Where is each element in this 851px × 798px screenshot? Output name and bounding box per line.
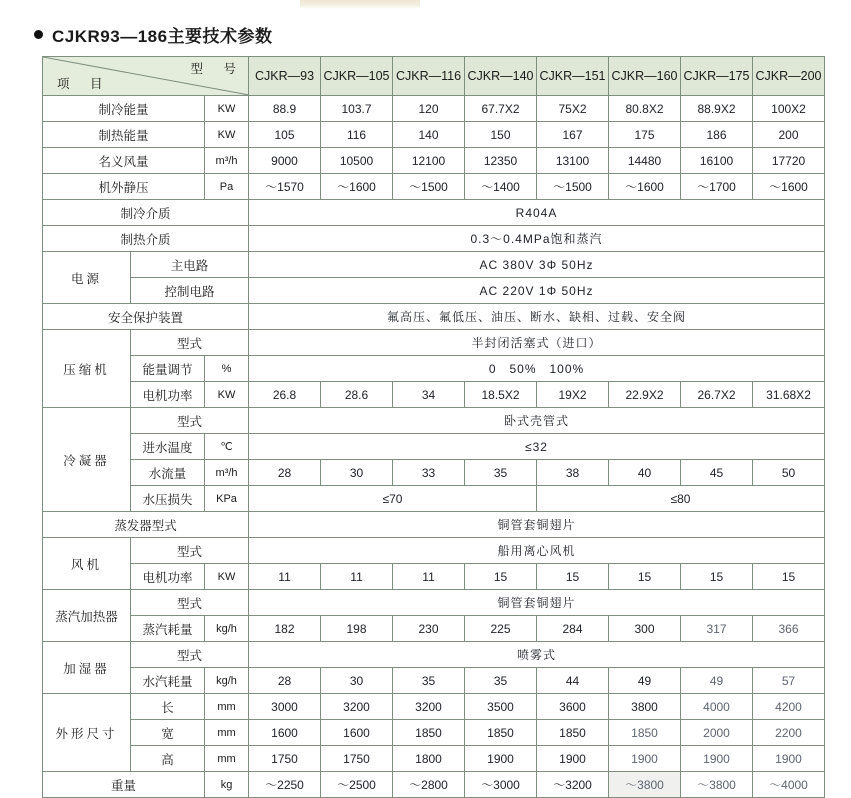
page-title-text: CJKR93—186主要技术参数 [52, 27, 273, 46]
cell: 15 [753, 564, 825, 590]
cell: 11 [249, 564, 321, 590]
cell: 12100 [393, 148, 465, 174]
cell-span: 船用离心风机 [249, 538, 825, 564]
cell-span: 0 50% 100% [249, 356, 825, 382]
table-row [43, 772, 825, 798]
cell: 88.9X2 [681, 96, 753, 122]
cell: 150 [465, 122, 537, 148]
group-label-condenser: 冷凝器 [43, 408, 131, 512]
table-row [43, 720, 825, 746]
cell: 11 [393, 564, 465, 590]
cell: 75X2 [537, 96, 609, 122]
row-label-width: 宽 [131, 720, 205, 746]
cell: 186 [681, 122, 753, 148]
row-unit-water-vapor-consumption: kg/h [205, 668, 249, 694]
table-row [43, 538, 825, 564]
cell: 49 [609, 668, 681, 694]
cell: 120 [393, 96, 465, 122]
group-label-fan: 风机 [43, 538, 131, 590]
row-unit-compressor-motor-power: KW [205, 382, 249, 408]
cell: 1750 [321, 746, 393, 772]
row-label-evaporator-type: 蒸发器型式 [43, 512, 249, 538]
cell: 17720 [753, 148, 825, 174]
group-label-steam-heater: 蒸汽加热器 [43, 590, 131, 642]
model-header-3: CJKR—116 [393, 57, 465, 96]
page-title [34, 22, 273, 47]
cell-span: ≤32 [249, 434, 825, 460]
cell: 15 [465, 564, 537, 590]
table-row [43, 96, 825, 122]
cell: 57 [753, 668, 825, 694]
cell: 30 [321, 668, 393, 694]
cell: 49 [681, 668, 753, 694]
cell: ～3200 [537, 772, 609, 798]
row-label-water-pressure-loss: 水压损失 [131, 486, 205, 512]
cell: 3800 [609, 694, 681, 720]
cell: 50 [753, 460, 825, 486]
row-label-condenser-type: 型式 [131, 408, 249, 434]
cell: 28 [249, 460, 321, 486]
spec-table [42, 56, 825, 798]
table-row [43, 746, 825, 772]
cell: 15 [537, 564, 609, 590]
cell-span: 卧式壳管式 [249, 408, 825, 434]
row-unit-cooling-capacity: KW [205, 96, 249, 122]
cell: 1900 [537, 746, 609, 772]
table-row [43, 200, 825, 226]
row-label-safety-devices: 安全保护装置 [43, 304, 249, 330]
cell: 40 [609, 460, 681, 486]
cell: 35 [465, 668, 537, 694]
cell: 1900 [465, 746, 537, 772]
group-label-humidifier: 加湿器 [43, 642, 131, 694]
cell: 10500 [321, 148, 393, 174]
table-header-row [43, 57, 825, 96]
cell: ～3800 [681, 772, 753, 798]
model-header-4: CJKR—140 [465, 57, 537, 96]
cell: ～1600 [609, 174, 681, 200]
cell: 300 [609, 616, 681, 642]
row-label-compressor-type: 型式 [131, 330, 249, 356]
cell: 1850 [465, 720, 537, 746]
cell: 200 [753, 122, 825, 148]
row-unit-weight: kg [205, 772, 249, 798]
table-row [43, 694, 825, 720]
page-top-smudge [300, 0, 420, 9]
row-label-heating-capacity: 制热能量 [43, 122, 205, 148]
table-row [43, 434, 825, 460]
cell: 366 [753, 616, 825, 642]
row-unit-nominal-airflow: m³/h [205, 148, 249, 174]
row-label-capacity-control: 能量调节 [131, 356, 205, 382]
cell: 30 [321, 460, 393, 486]
model-header-6: CJKR—160 [609, 57, 681, 96]
row-label-heating-medium: 制热介质 [43, 226, 249, 252]
row-label-length: 长 [131, 694, 205, 720]
cell: ～2500 [321, 772, 393, 798]
cell: 13100 [537, 148, 609, 174]
cell: 105 [249, 122, 321, 148]
cell: 16100 [681, 148, 753, 174]
row-label-control-circuit: 控制电路 [131, 278, 249, 304]
cell: 67.7X2 [465, 96, 537, 122]
table-row [43, 668, 825, 694]
cell: 3200 [321, 694, 393, 720]
cell: 44 [537, 668, 609, 694]
cell-span: 铜管套铜翅片 [249, 512, 825, 538]
row-label-height: 高 [131, 746, 205, 772]
table-row [43, 512, 825, 538]
cell: 26.7X2 [681, 382, 753, 408]
row-label-steam-heater-type: 型式 [131, 590, 249, 616]
cell: 4000 [681, 694, 753, 720]
row-label-main-circuit: 主电路 [131, 252, 249, 278]
cell: 230 [393, 616, 465, 642]
table-row [43, 642, 825, 668]
cell-span: AC 220V 1Φ 50Hz [249, 278, 825, 304]
cell: 33 [393, 460, 465, 486]
row-label-inlet-water-temp: 进水温度 [131, 434, 205, 460]
table-row [43, 408, 825, 434]
cell: 1850 [393, 720, 465, 746]
row-label-nominal-airflow: 名义风量 [43, 148, 205, 174]
corner-col-label: 型 号 [190, 62, 241, 76]
cell-span-right: ≤80 [537, 486, 825, 512]
cell: 19X2 [537, 382, 609, 408]
row-label-cooling-capacity: 制冷能量 [43, 96, 205, 122]
table-row [43, 252, 825, 278]
cell: 1900 [609, 746, 681, 772]
cell-span: 喷雾式 [249, 642, 825, 668]
cell: ～1600 [753, 174, 825, 200]
cell: 28.6 [321, 382, 393, 408]
row-label-external-static-pressure: 机外静压 [43, 174, 205, 200]
cell: 2000 [681, 720, 753, 746]
bullet-dot-icon [34, 30, 43, 39]
cell: 34 [393, 382, 465, 408]
cell-span-left: ≤70 [249, 486, 537, 512]
cell: 35 [393, 668, 465, 694]
row-label-water-vapor-consumption: 水汽耗量 [131, 668, 205, 694]
model-header-8: CJKR—200 [753, 57, 825, 96]
row-unit-heating-capacity: KW [205, 122, 249, 148]
cell: ～1500 [537, 174, 609, 200]
cell: 38 [537, 460, 609, 486]
cell: 198 [321, 616, 393, 642]
table-row [43, 174, 825, 200]
cell: 175 [609, 122, 681, 148]
cell: 1750 [249, 746, 321, 772]
cell: 3200 [393, 694, 465, 720]
row-label-weight: 重量 [43, 772, 205, 798]
table-row [43, 590, 825, 616]
cell: ～3000 [465, 772, 537, 798]
row-unit-water-pressure-loss: KPa [205, 486, 249, 512]
cell: 31.68X2 [753, 382, 825, 408]
cell: 116 [321, 122, 393, 148]
cell: ～1500 [393, 174, 465, 200]
cell-span: 氟高压、氟低压、油压、断水、缺相、过载、安全阀 [249, 304, 825, 330]
row-unit-steam-consumption: kg/h [205, 616, 249, 642]
cell: 182 [249, 616, 321, 642]
cell: 284 [537, 616, 609, 642]
row-unit-water-flow: m³/h [205, 460, 249, 486]
group-label-dimensions: 外形尺寸 [43, 694, 131, 772]
row-label-water-flow: 水流量 [131, 460, 205, 486]
row-label-fan-type: 型式 [131, 538, 249, 564]
cell: ～4000 [753, 772, 825, 798]
cell: ～1400 [465, 174, 537, 200]
cell: 317 [681, 616, 753, 642]
cell-span: AC 380V 3Φ 50Hz [249, 252, 825, 278]
cell-span: 铜管套铜翅片 [249, 590, 825, 616]
cell: 1600 [249, 720, 321, 746]
cell-span: 半封闭活塞式（进口） [249, 330, 825, 356]
model-header-2: CJKR—105 [321, 57, 393, 96]
cell: ～3800 [609, 772, 681, 798]
cell: 1600 [321, 720, 393, 746]
cell: 140 [393, 122, 465, 148]
row-unit-width: mm [205, 720, 249, 746]
row-label-compressor-motor-power: 电机功率 [131, 382, 205, 408]
table-row [43, 486, 825, 512]
table-row [43, 304, 825, 330]
cell: 225 [465, 616, 537, 642]
cell: ～2800 [393, 772, 465, 798]
row-label-refrigerant: 制冷介质 [43, 200, 249, 226]
cell: 80.8X2 [609, 96, 681, 122]
cell: ～2250 [249, 772, 321, 798]
cell: 167 [537, 122, 609, 148]
cell: 22.9X2 [609, 382, 681, 408]
table-row [43, 226, 825, 252]
cell: 1850 [609, 720, 681, 746]
cell: 3500 [465, 694, 537, 720]
group-label-compressor: 压缩机 [43, 330, 131, 408]
table-row [43, 356, 825, 382]
row-label-humidifier-type: 型式 [131, 642, 249, 668]
cell: 12350 [465, 148, 537, 174]
cell: 28 [249, 668, 321, 694]
corner-row-label: 项 目 [57, 77, 107, 91]
cell: ～1700 [681, 174, 753, 200]
table-row [43, 278, 825, 304]
row-label-steam-consumption: 蒸汽耗量 [131, 616, 205, 642]
cell: 88.9 [249, 96, 321, 122]
cell-span: R404A [249, 200, 825, 226]
cell: 3600 [537, 694, 609, 720]
cell: 18.5X2 [465, 382, 537, 408]
cell: ～1570 [249, 174, 321, 200]
row-unit-fan-motor-power: KW [205, 564, 249, 590]
row-label-fan-motor-power: 电机功率 [131, 564, 205, 590]
cell: 103.7 [321, 96, 393, 122]
cell: 15 [681, 564, 753, 590]
cell: 1800 [393, 746, 465, 772]
cell: 26.8 [249, 382, 321, 408]
cell: 14480 [609, 148, 681, 174]
model-header-7: CJKR—175 [681, 57, 753, 96]
table-corner-cell [43, 57, 249, 96]
table-row [43, 382, 825, 408]
cell: 4200 [753, 694, 825, 720]
cell: 9000 [249, 148, 321, 174]
cell: 2200 [753, 720, 825, 746]
table-row [43, 616, 825, 642]
cell-span: 0.3～0.4MPa饱和蒸汽 [249, 226, 825, 252]
row-unit-capacity-control: % [205, 356, 249, 382]
cell: 1900 [753, 746, 825, 772]
cell: 35 [465, 460, 537, 486]
row-unit-height: mm [205, 746, 249, 772]
row-unit-inlet-water-temp: ℃ [205, 434, 249, 460]
row-unit-length: mm [205, 694, 249, 720]
cell: 1850 [537, 720, 609, 746]
cell: 1900 [681, 746, 753, 772]
cell: 100X2 [753, 96, 825, 122]
cell: 45 [681, 460, 753, 486]
model-header-5: CJKR—151 [537, 57, 609, 96]
table-row [43, 122, 825, 148]
cell: 11 [321, 564, 393, 590]
table-row [43, 564, 825, 590]
table-row [43, 460, 825, 486]
row-unit-external-static-pressure: Pa [205, 174, 249, 200]
group-label-power: 电源 [43, 252, 131, 304]
table-row [43, 330, 825, 356]
table-row [43, 148, 825, 174]
model-header-1: CJKR—93 [249, 57, 321, 96]
cell: 15 [609, 564, 681, 590]
cell: 3000 [249, 694, 321, 720]
cell: ～1600 [321, 174, 393, 200]
